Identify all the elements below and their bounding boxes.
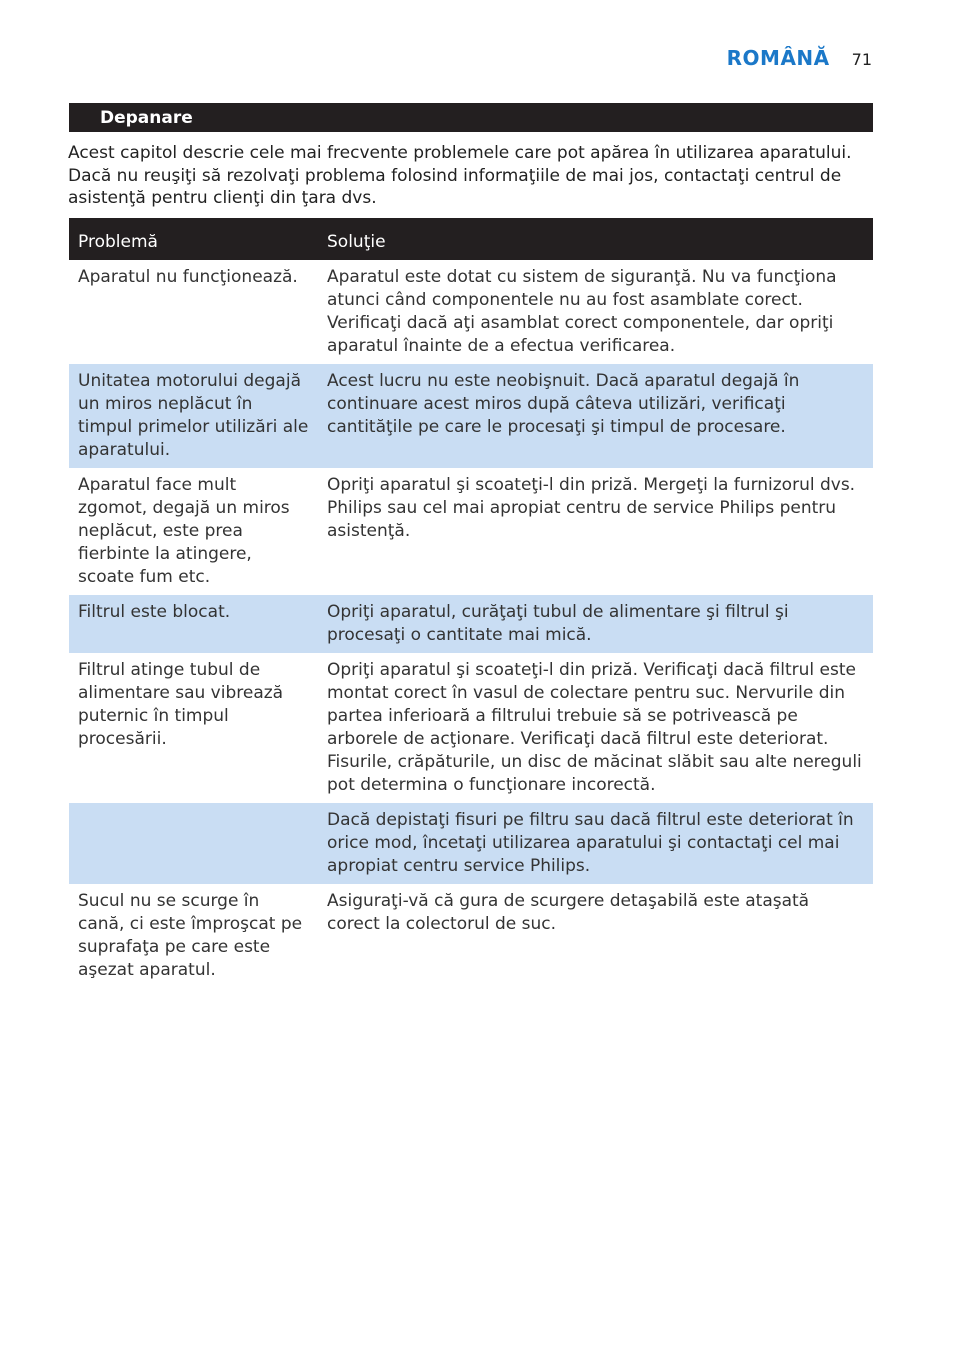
table-row [69, 803, 873, 884]
table-row [69, 884, 873, 988]
table-row [69, 468, 873, 595]
problem-cell: Aparatul nu funcţionează. [78, 267, 298, 287]
intro-paragraph: Acest capitol descrie cele mai frecvente problemele care pot apărea în utilizarea aparatului. Dacă nu reuşiţi să rezolvaţi problema folosind informaţiile de mai jos, contactaţi centrul de asistenţă pentru clienţi din ţara dvs. [68, 143, 852, 208]
column-header-problem: Problemă [69, 218, 318, 260]
table-row [69, 653, 873, 803]
troubleshooting-table [69, 218, 873, 988]
table-row [69, 364, 873, 468]
problem-cell: Aparatul face mult zgomot, degajă un miros neplăcut, este prea fierbinte la atingere, scoate fum etc. [78, 475, 290, 587]
solution-cell: Opriţi aparatul şi scoateţi-l din priză. Verificaţi dacă filtrul este montat corect în vasul de colectare pentru suc. Nervurile din partea inferioară a filtrului trebuie să se potrivească pe arborele de acţionare. Verificaţi dacă filtrul este deteriorat. Fisurile, crăpăturile, un disc de măcinat slăbit sau alte nereguli pot determina o funcţionare incorectă. [327, 660, 862, 795]
solution-cell: Opriţi aparatul, curăţaţi tubul de alimentare şi filtrul şi procesaţi o cantitate mai mică. [318, 595, 873, 653]
problem-cell: Filtrul atinge tubul de alimentare sau vibrează puternic în timpul procesării. [78, 660, 284, 749]
solution-cell: Dacă depistaţi fisuri pe filtru sau dacă filtrul este deteriorat în orice mod, încetaţi utilizarea aparatului şi contactaţi cel mai apropiat centru service Philips. [318, 803, 873, 884]
solution-cell: Aparatul este dotat cu sistem de siguranţă. Nu va funcţiona atunci când componentele nu au fost asamblate corect. Verificaţi dacă aţi asamblat corect componentele, dar opriţi aparatul înainte de a efectua verificarea. [327, 267, 837, 356]
problem-cell: Unitatea motorului degajă un miros neplăcut în timpul primelor utilizări ale aparatului. [69, 364, 318, 468]
column-header-solution: Soluţie [318, 218, 873, 260]
problem-cell: Sucul nu se scurge în cană, ci este împroşcat pe suprafaţa pe care este aşezat aparatul. [78, 891, 303, 980]
page-header [727, 46, 872, 70]
table-row [69, 260, 873, 364]
solution-cell: Opriţi aparatul şi scoateţi-l din priză. Mergeţi la furnizorul dvs. Philips sau cel mai apropiat centru de service Philips pentru asistenţă. [327, 475, 856, 541]
table-header-row [69, 218, 873, 260]
table-row [69, 595, 873, 653]
problem-cell [69, 803, 318, 884]
problem-cell: Filtrul este blocat. [69, 595, 318, 653]
language-label: ROMÂNĂ [726, 46, 830, 70]
solution-cell: Asiguraţi-vă că gura de scurgere detaşabilă este ataşată corect la colectorul de suc. [327, 891, 810, 934]
page-number: 71 [851, 50, 872, 69]
solution-cell: Acest lucru nu este neobişnuit. Dacă aparatul degajă în continuare acest miros după câteva utilizări, verificaţi cantităţile pe care le procesaţi şi timpul de procesare. [318, 364, 873, 468]
section-title: Depanare [69, 103, 873, 132]
